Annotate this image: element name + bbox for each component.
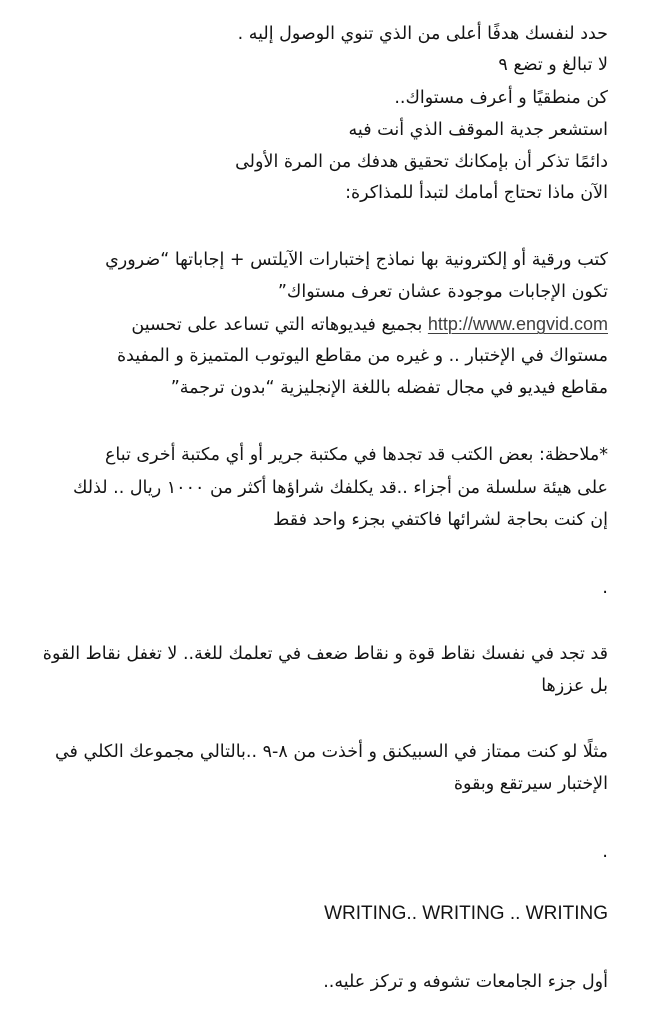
text-line-books: كتب ورقية أو إلكترونية بها نماذج إختبارات الآيلتس + إجاباتها “ضروري [105, 250, 608, 270]
text-line-youtube: مستواك في الإختبار .. و غيره من مقاطع اليوتوب المتميزة و المفيدة [116, 346, 608, 366]
text-line-be-logical: كن منطقيًا و أعرف مستواك.. [394, 88, 608, 108]
text-line-reinforce: بل عززها [541, 676, 608, 696]
text-line-separator-dot: . [602, 577, 608, 598]
text-line-universities: أول جزء الجامعات تشوفه و تركز عليه.. [323, 972, 608, 992]
text-line-engvid [30, 310, 608, 340]
text-line-note: *ملاحظة: بعض الكتب قد تجدها في مكتبة جرير أو أي مكتبة أخرى تباع [104, 445, 608, 465]
engvid-description: بجميع فيديوهاته التي تساعد على تحسين [131, 315, 428, 335]
engvid-link[interactable]: http://www.engvid.com [427, 314, 608, 334]
text-line-one-part: إن كنت بحاجة لشرائها فاكتفي بجزء واحد فقط [273, 510, 608, 530]
text-line-separator-dot-2: . [602, 841, 608, 862]
text-line-what-you-need: الآن ماذا تحتاج أمامك لتبدأ للمذاكرة: [345, 183, 608, 203]
text-line-writing-heading [30, 900, 608, 930]
text-line-strengths: قد تجد في نفسك نقاط قوة و نقاط ضعف في تعلمك للغة.. لا تغفل نقاط القوة [42, 644, 608, 664]
text-line-goal: حدد لنفسك هدفًا أعلى من الذي تنوي الوصول إليه . [237, 24, 608, 44]
text-line-speaking-example: مثلًا لو كنت ممتاز في السبيكنق و أخذت من ٨-٩ ..بالتالي مجموعك الكلي في [54, 742, 608, 762]
text-line-score-rises: الإختبار سيرتقع وبقوة [453, 774, 608, 794]
text-line-series-cost: على هيئة سلسلة من أجزاء ..قد يكلفك شراؤها أكثر من ١٠٠٠ ريال .. لذلك [72, 478, 608, 498]
text-line-answers: تكون الإجابات موجودة عشان تعرف مستواك” [277, 282, 608, 302]
text-line-no-exaggeration: لا تبالغ و تضع ٩ [498, 55, 608, 75]
text-line-seriousness: استشعر جدية الموقف الذي أنت فيه [348, 120, 608, 140]
text-line-english-videos: مقاطع فيديو في مجال تفضله باللغة الإنجليزية “بدون ترجمة” [170, 378, 608, 398]
text-line-first-attempt: دائمًا تذكر أن بإمكانك تحقيق هدفك من المرة الأولى [235, 152, 608, 172]
writing-heading: WRITING.. WRITING .. WRITING [324, 903, 608, 924]
